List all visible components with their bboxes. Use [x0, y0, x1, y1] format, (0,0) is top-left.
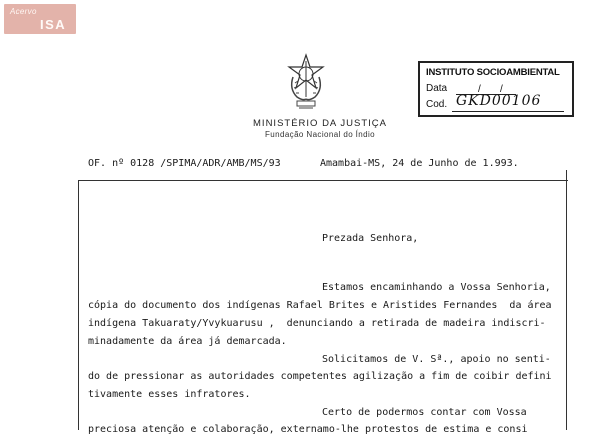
watermark-logo-text: ISA [40, 17, 67, 32]
stamp-title: INSTITUTO SOCIOAMBIENTAL [426, 67, 560, 78]
letter-line: do de pressionar as autoridades competentes agilização a fim de coibir defini [88, 371, 552, 382]
letter-line: Solicitamos de V. Sª., apoio no senti- [322, 354, 551, 365]
stamp-cod-value: GKD00106 [456, 93, 542, 109]
letter-reference: OF. nº 0128 /SPIMA/ADR/AMB/MS/93 [88, 158, 281, 169]
letter-line: cópia do documento dos indígenas Rafael Brites e Aristides Fernandes da área [88, 300, 552, 311]
acervo-isa-watermark [4, 4, 76, 34]
letter-line: Certo de podermos contar com Vossa [322, 407, 533, 418]
letter-line: indígena Takuaraty/Yvykuarusu , denunciando a retirada de madeira indiscri- [88, 318, 546, 329]
letter-line: Estamos encaminhando a Vossa Senhoria, [322, 282, 551, 293]
watermark-top-text: Acervo [10, 7, 37, 16]
stamp-date-separator: / [500, 84, 503, 95]
ministry-name: MINISTÉRIO DA JUSTIÇA [253, 118, 387, 129]
foundation-name: Fundação Nacional do Índio [264, 130, 376, 139]
letter-salutation: Prezada Senhora, [322, 233, 419, 244]
letter-frame-left [78, 180, 79, 430]
stamp-date-separator: / [478, 84, 481, 95]
brazil-coat-of-arms-icon [285, 53, 327, 113]
letter-line: preciosa atenção e colaboração, externamo-lhe protestos de estima e consi [88, 424, 528, 435]
stamp-cod-line [452, 111, 564, 112]
letter-frame-right [566, 170, 567, 430]
stamp-cod-label: Cod. [426, 99, 448, 110]
letter-line: tivamente esses infratores. [88, 389, 251, 400]
letter-frame-top [78, 180, 568, 181]
letter-place-date: Amambai-MS, 24 de Junho de 1.993. [320, 158, 519, 169]
archive-stamp [418, 61, 574, 117]
stamp-date-label: Data [426, 83, 448, 94]
letter-line: minadamente da área já demarcada. [88, 336, 287, 347]
